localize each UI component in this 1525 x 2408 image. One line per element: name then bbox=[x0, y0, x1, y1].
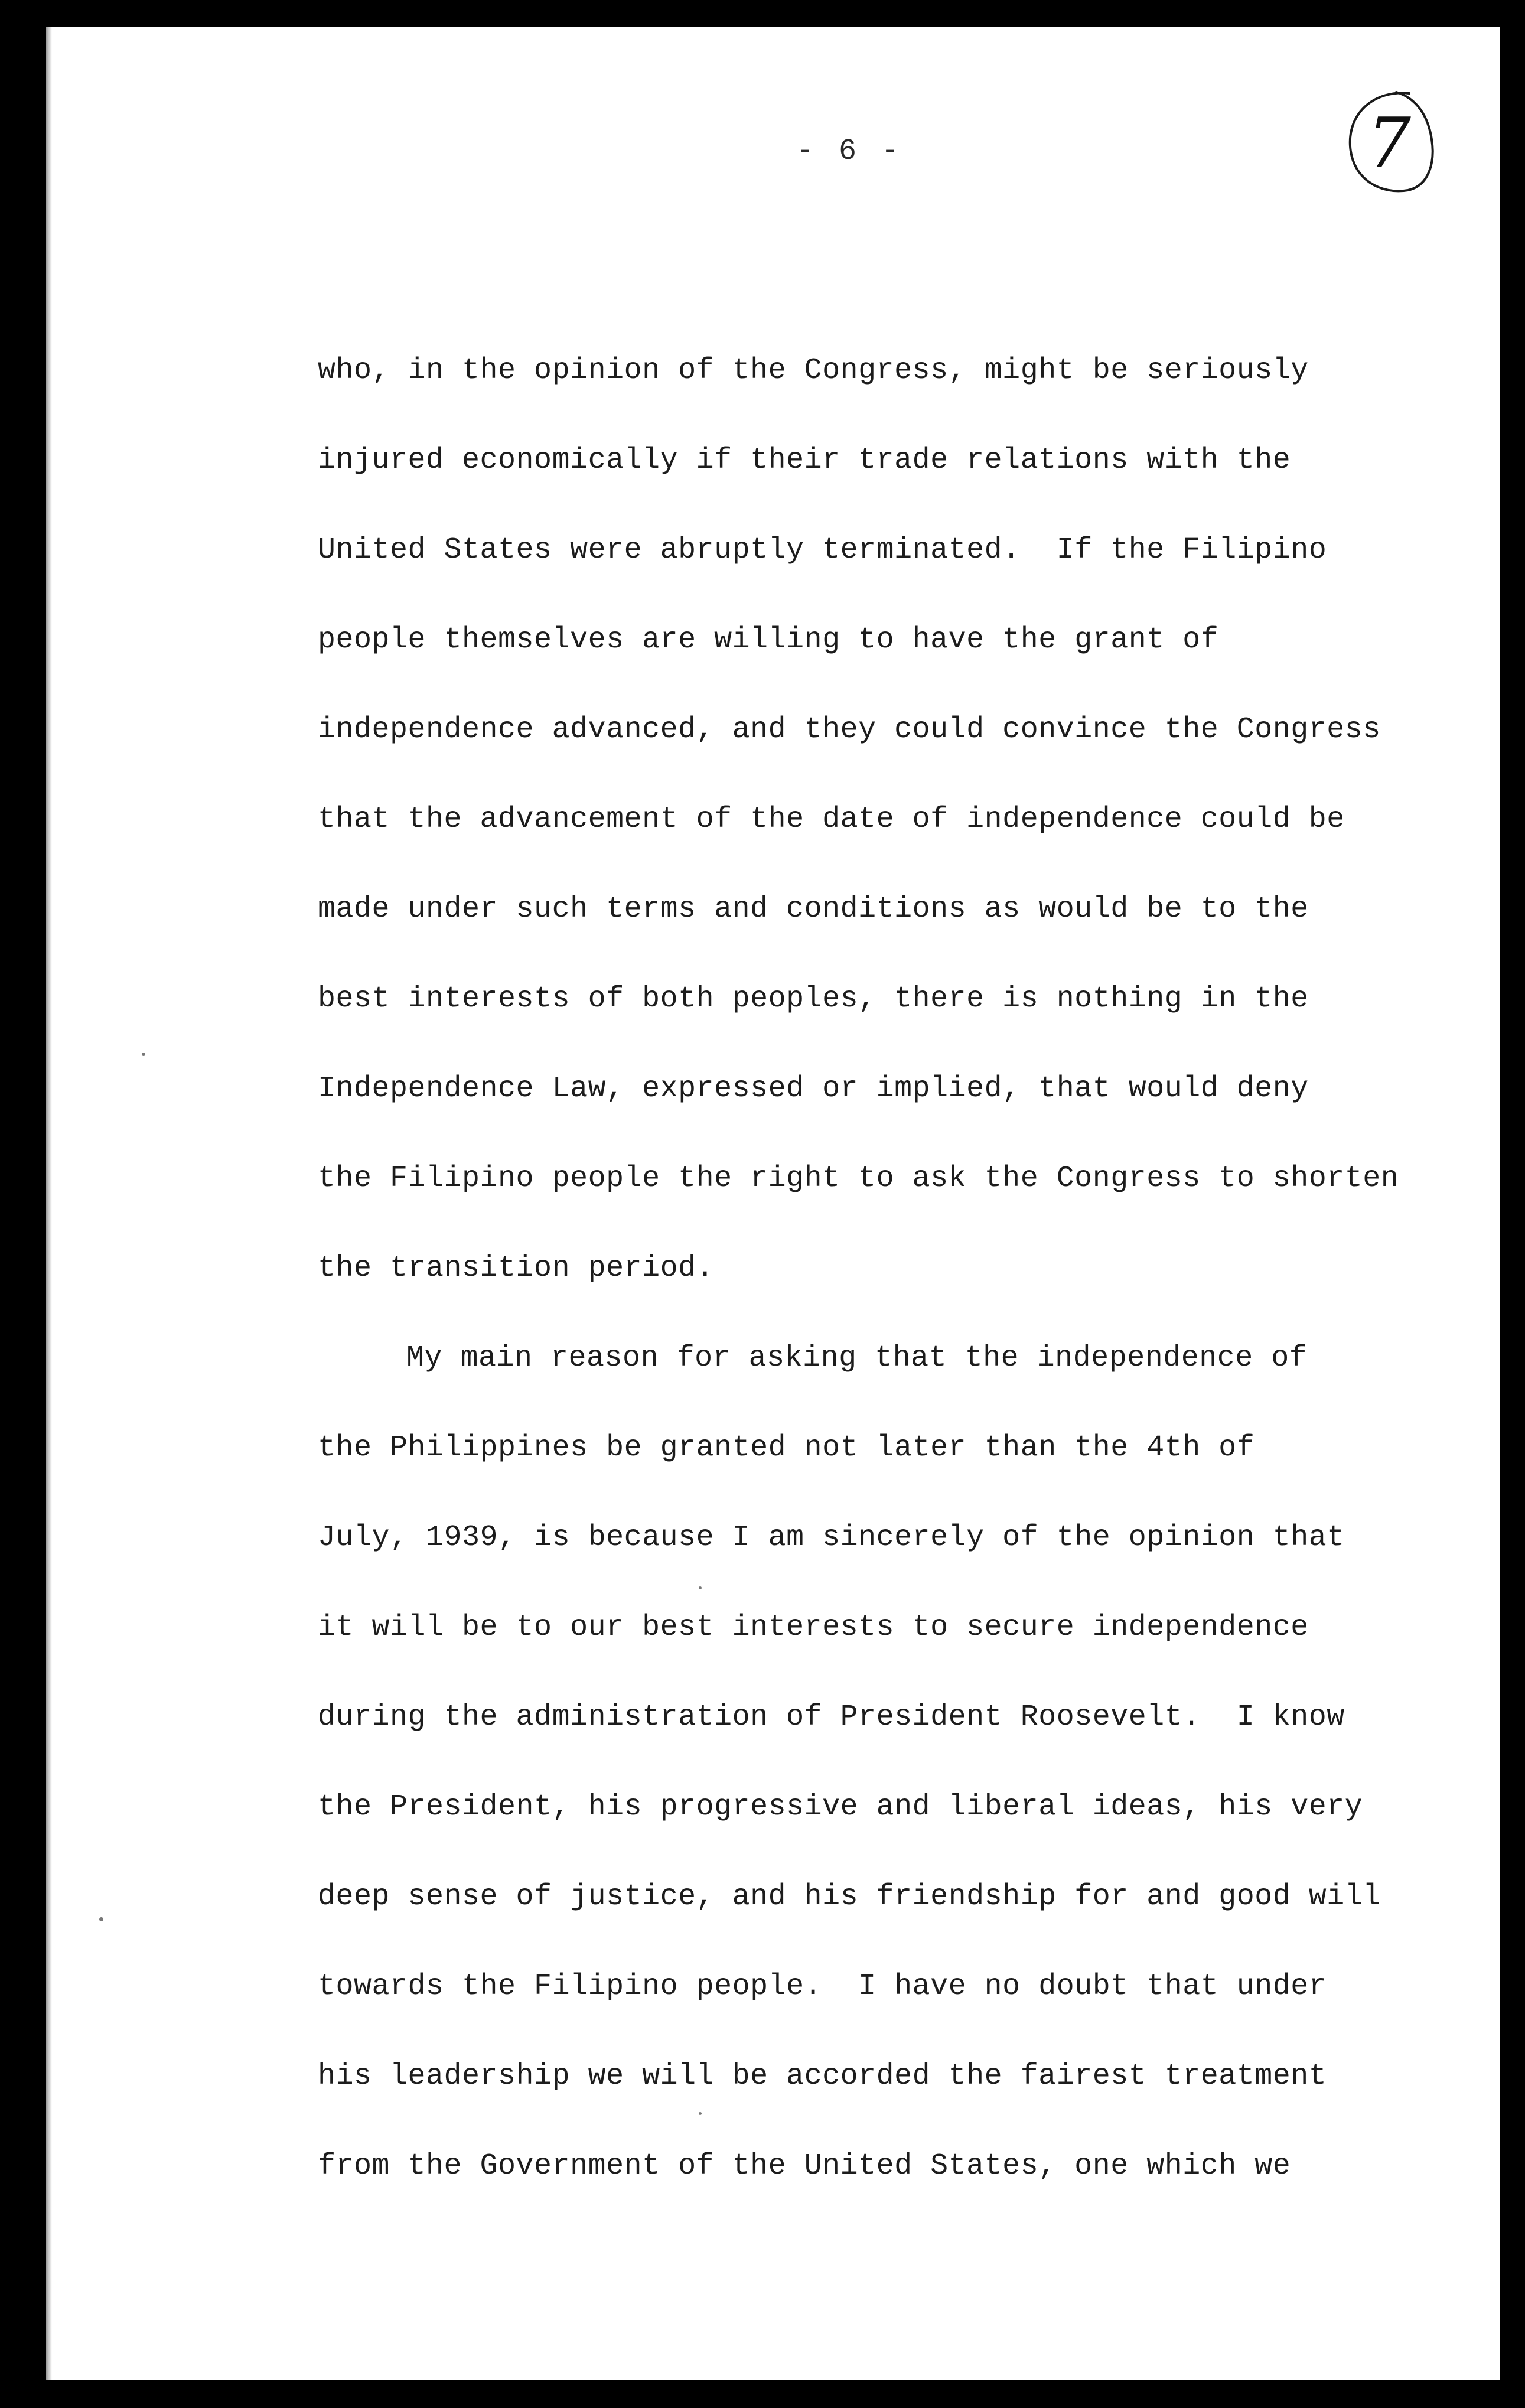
text-line: people themselves are willing to have the grant of bbox=[318, 623, 1219, 657]
text-line: Independence Law, expressed or implied, that would deny bbox=[318, 1072, 1309, 1106]
text-line: made under such terms and conditions as would be to the bbox=[318, 892, 1309, 926]
text-line: My main reason for asking that the independence of bbox=[406, 1341, 1308, 1375]
text-line: towards the Filipino people. I have no doubt that under bbox=[318, 1970, 1327, 2003]
page-number: - 6 - bbox=[796, 135, 903, 168]
scan-speck bbox=[99, 1917, 103, 1921]
folio-number: 7 bbox=[1367, 103, 1411, 183]
text-line: best interests of both peoples, there is nothing in the bbox=[318, 982, 1309, 1016]
scan-speck bbox=[699, 2112, 702, 2115]
text-line: it will be to our best interests to secure independence bbox=[318, 1611, 1309, 1644]
body-text bbox=[318, 339, 1475, 2224]
text-line: that the advancement of the date of independence could be bbox=[318, 803, 1345, 836]
document-page bbox=[46, 27, 1500, 2380]
text-line: deep sense of justice, and his friendship for and good will bbox=[318, 1880, 1381, 1914]
text-line: who, in the opinion of the Congress, might be seriously bbox=[318, 354, 1309, 387]
text-line: from the Government of the United States, one which we bbox=[318, 2149, 1291, 2183]
text-line: the President, his progressive and liberal ideas, his very bbox=[318, 1790, 1363, 1824]
text-line: United States were abruptly terminated. If the Filipino bbox=[318, 533, 1327, 567]
text-line: during the administration of President Roosevelt. I know bbox=[318, 1700, 1345, 1734]
text-line: the transition period. bbox=[318, 1252, 715, 1285]
text-line: the Philippines be granted not later than the 4th of bbox=[318, 1431, 1255, 1465]
scan-speck bbox=[699, 1586, 702, 1589]
text-line: July, 1939, is because I am sincerely of the opinion that bbox=[318, 1521, 1345, 1555]
scan-speck bbox=[142, 1053, 145, 1056]
handwritten-folio-number bbox=[1340, 85, 1439, 201]
text-line: the Filipino people the right to ask the Congress to shorten bbox=[318, 1162, 1399, 1195]
text-line: his leadership we will be accorded the fairest treatment bbox=[318, 2060, 1327, 2093]
text-line: independence advanced, and they could convince the Congress bbox=[318, 713, 1381, 747]
text-line: injured economically if their trade relations with the bbox=[318, 444, 1291, 477]
